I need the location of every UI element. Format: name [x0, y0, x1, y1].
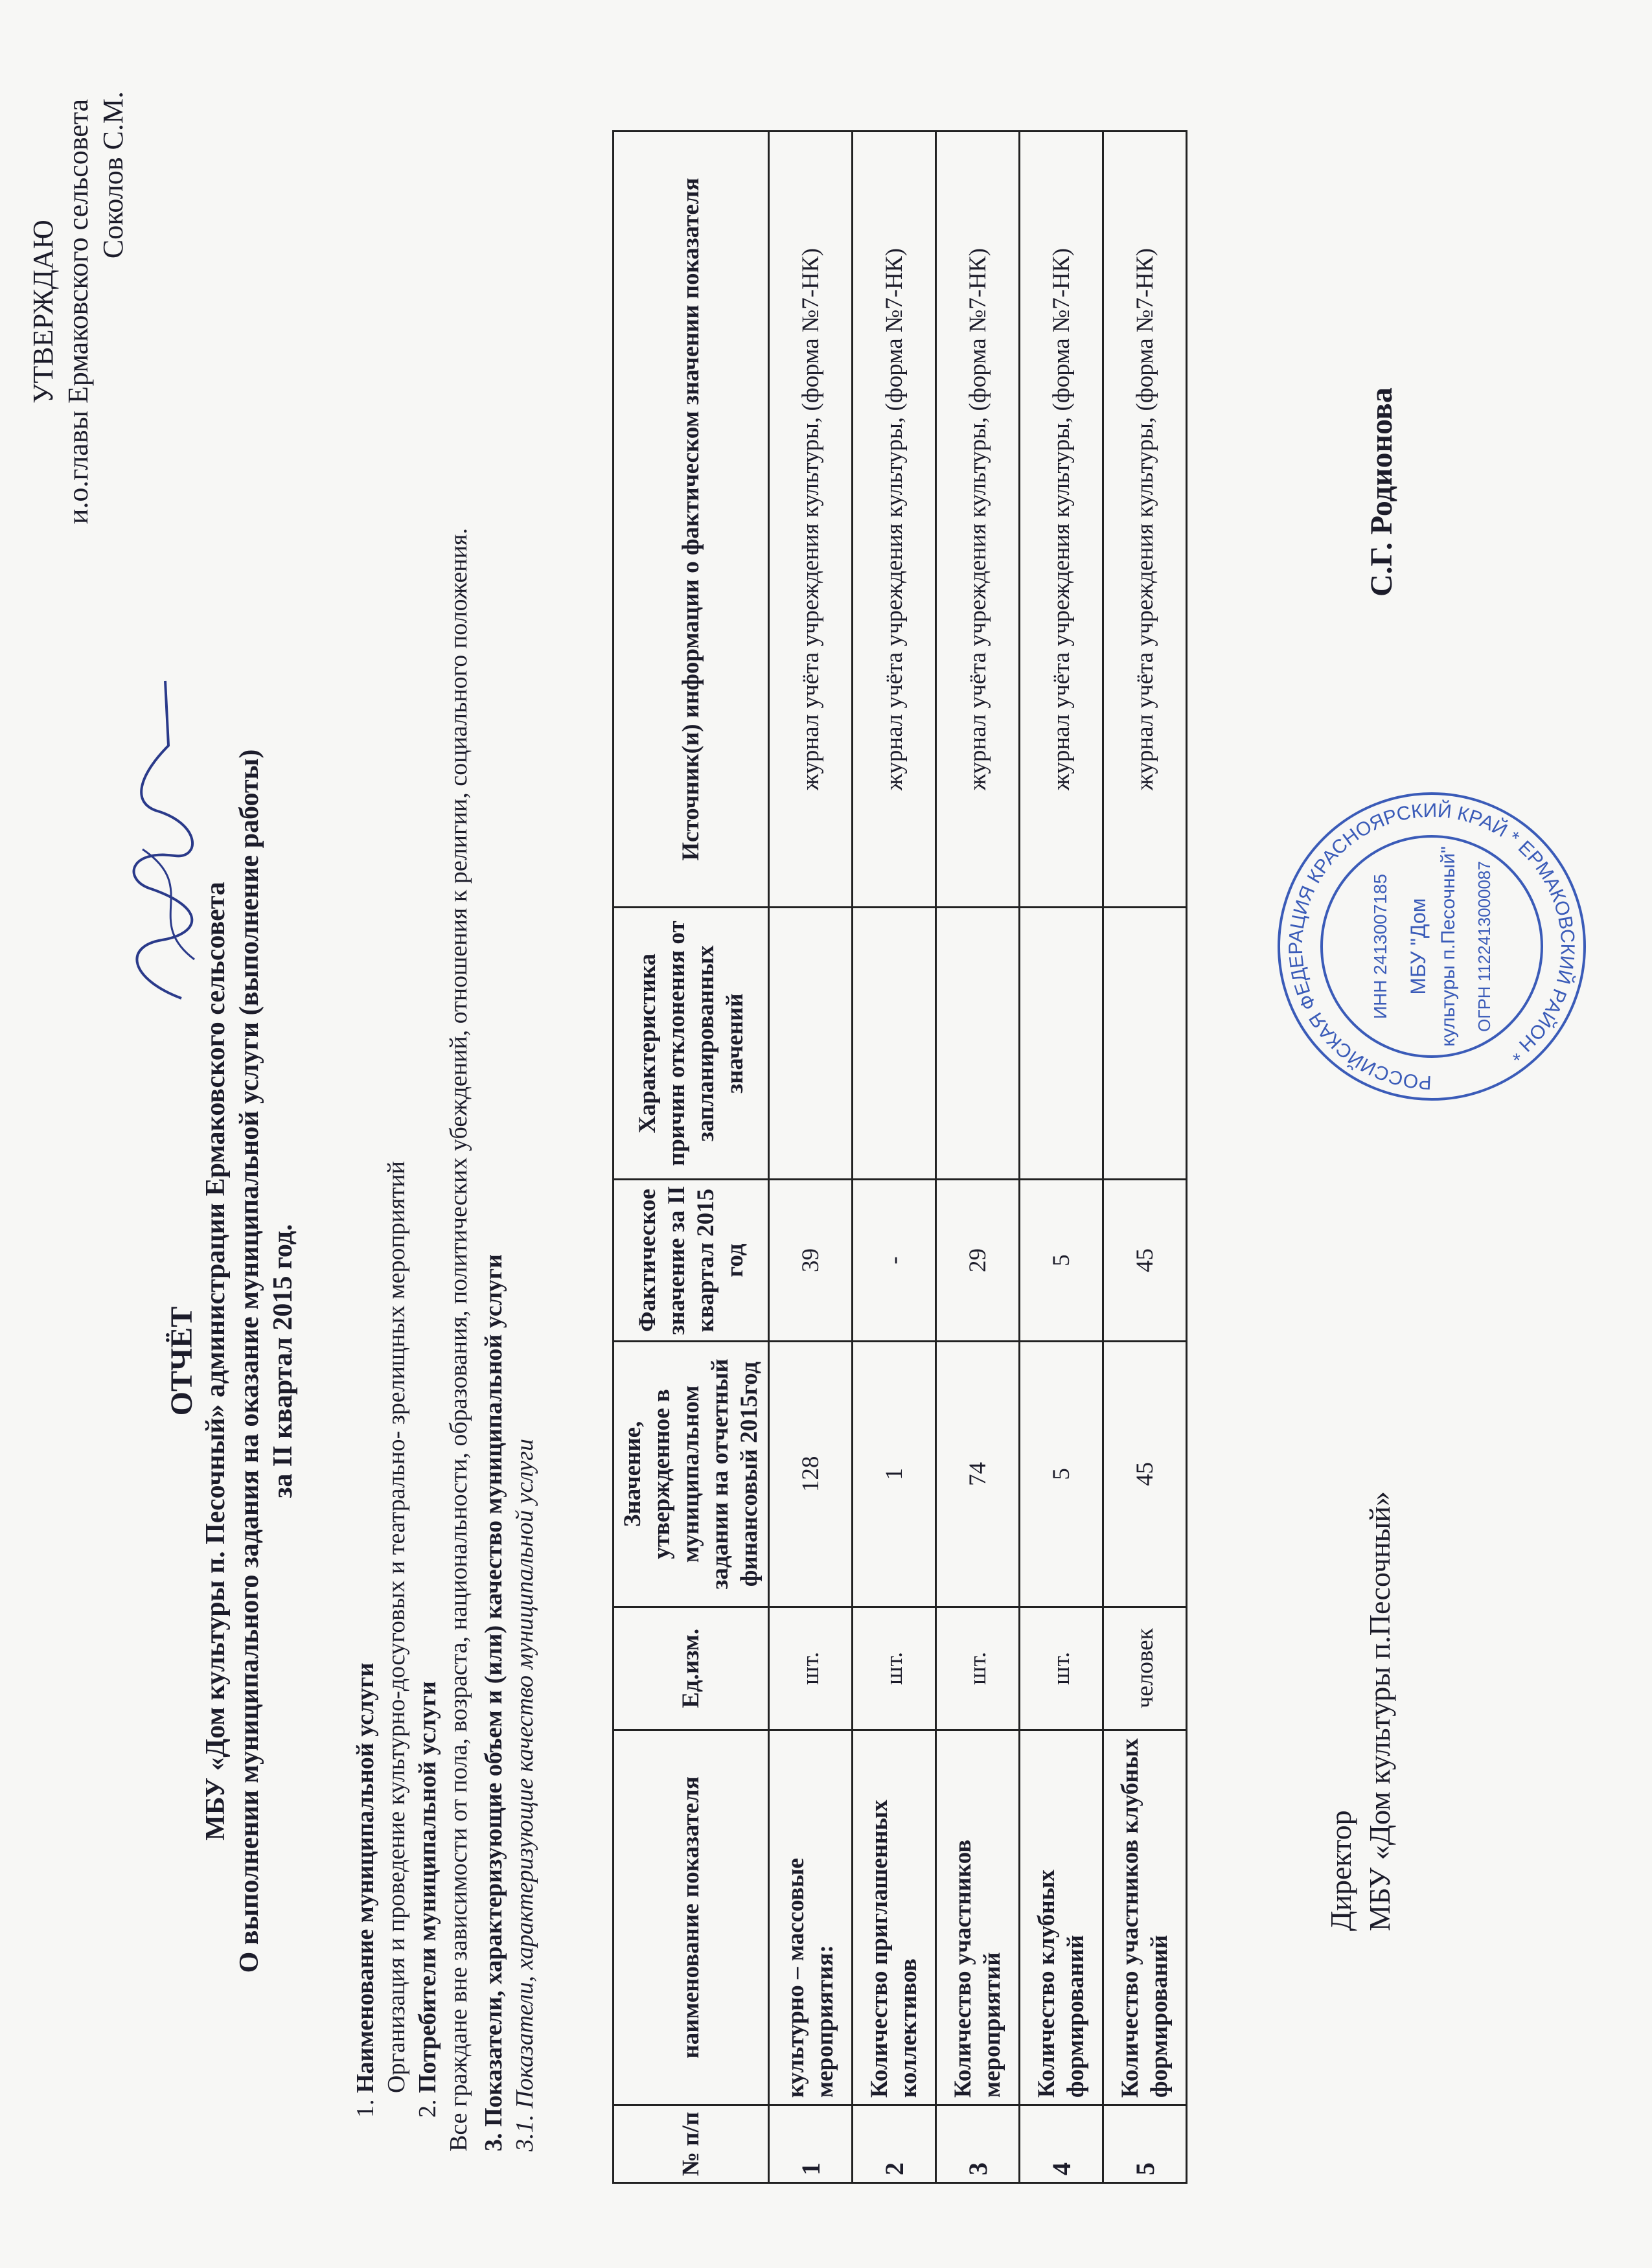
row-actual-value: - — [853, 1180, 936, 1342]
row-unit: шт. — [1020, 1607, 1103, 1730]
approve-word: УТВЕРЖДАЮ — [27, 220, 59, 404]
report-subtitle-line3: за II квартал 2015 год. — [268, 1224, 298, 1498]
row-planned-value: 128 — [769, 1342, 853, 1607]
report-header — [165, 681, 300, 2041]
report-title: ОТЧЁТ — [165, 1306, 199, 1416]
director-name: С.Г. Родионова — [1364, 387, 1399, 597]
row-unit: шт. — [769, 1607, 853, 1730]
row-num: 4 — [1020, 2105, 1103, 2183]
header-actual-value: Фактическое значение за II квартал 2015 год — [614, 1180, 769, 1342]
row-deviation-reason — [769, 908, 853, 1180]
row-info-source: журнал учёта учреждения культуры, (форма №7-НК) — [936, 132, 1020, 908]
approver-position: и.о.главы Ермаковского сельсовета — [62, 98, 94, 525]
row-deviation-reason — [1020, 908, 1103, 1180]
row-actual-value: 5 — [1020, 1180, 1103, 1342]
row-num: 5 — [1103, 2105, 1187, 2183]
row-unit: шт. — [853, 1607, 936, 1730]
row-num: 2 — [853, 2105, 936, 2183]
header-info-source: Источник(и) информации о фактическом значении показателя — [614, 132, 769, 908]
table-row — [769, 132, 853, 2183]
stamp-inn: ИНН 2413007185 — [1370, 873, 1390, 1020]
row-planned-value: 45 — [1103, 1342, 1187, 1607]
consumers-title: Потребители муниципальной услуги — [414, 1681, 441, 2093]
table-row — [1103, 132, 1187, 2183]
indicators-table — [612, 130, 1187, 2184]
director-block — [1322, 506, 1399, 1931]
stamp-outer-text: РОССИЙСКАЯ ФЕДЕРАЦИЯ КРАСНОЯРСКИЙ КРАЙ * ЕРМАКОВСКИЙ РАЙОН * — [1285, 799, 1579, 1094]
official-stamp — [1270, 785, 1594, 1108]
row-planned-value: 5 — [1020, 1342, 1103, 1607]
row-deviation-reason — [936, 908, 1020, 1180]
row-info-source: журнал учёта учреждения культуры, (форма №7-НК) — [1103, 132, 1187, 908]
row-info-source: журнал учёта учреждения культуры, (форма №7-НК) — [1020, 132, 1103, 908]
row-num: 3 — [936, 2105, 1020, 2183]
row-deviation-reason — [853, 908, 936, 1180]
header-unit: Ед.изм. — [614, 1607, 769, 1730]
stamp-line1: МБУ "Дом — [1406, 898, 1430, 995]
stamp-line2: культуры п.Песочный" — [1438, 846, 1459, 1047]
row-planned-value: 74 — [936, 1342, 1020, 1607]
consumers-text: Все граждане вне зависимости от пола, возраста, национальности, образования, политических убеждений, отношения к религии, социального положения. — [445, 528, 472, 2151]
header-num: № п/п — [614, 2105, 769, 2183]
section31-title: 3.1. Показатели, характеризующие качество муниципальной услуги — [511, 1438, 538, 2151]
row-unit: человек — [1103, 1607, 1187, 1730]
table-header-row — [614, 132, 769, 2183]
row-info-source: журнал учёта учреждения культуры, (форма №7-НК) — [769, 132, 853, 908]
director-organization: МБУ «Дом культуры п.Песочный» — [1363, 1491, 1396, 1931]
approval-block — [26, 65, 131, 558]
approver-name: Соколов С.М. — [97, 91, 129, 259]
row-deviation-reason — [1103, 908, 1187, 1180]
service-name-title: Наименование муниципальной услуги — [352, 1662, 379, 2093]
section3-title: 3. Показатели, характеризующие объем и (или) качество муниципальной услуги — [480, 1254, 507, 2151]
row-num: 1 — [769, 2105, 853, 2183]
stamp-ogrn: ОГРН 1122413000087 — [1474, 861, 1494, 1032]
row-planned-value: 1 — [853, 1342, 936, 1607]
header-planned-value: Значение, утвержденное в муниципальном задании на отчетный финансовый 2015год — [614, 1342, 769, 1607]
row-indicator-name: Количество участников мероприятий — [936, 1730, 1020, 2105]
header-deviation-reason: Характеристика причин отклонения от запланированных значений — [614, 908, 769, 1180]
report-subtitle-line2: О выполнении муниципального задания на оказание муниципальной услуги (выполнение работы) — [235, 749, 264, 1973]
row-indicator-name: Количество приглашенных коллективов — [853, 1730, 936, 2105]
table-row — [853, 132, 936, 2183]
table-row — [1020, 132, 1103, 2183]
row-actual-value: 39 — [769, 1180, 853, 1342]
director-position: Директор — [1324, 1810, 1357, 1931]
table-row — [936, 132, 1020, 2183]
row-unit: шт. — [936, 1607, 1020, 1730]
header-indicator-name: наименование показателя — [614, 1730, 769, 2105]
report-sections — [350, 111, 540, 2151]
row-indicator-name: Количество участников клубных формирований — [1103, 1730, 1187, 2105]
row-indicator-name: Количество клубных формирований — [1020, 1730, 1103, 2105]
row-actual-value: 45 — [1103, 1180, 1187, 1342]
row-actual-value: 29 — [936, 1180, 1020, 1342]
row-info-source: журнал учёта учреждения культуры, (форма №7-НК) — [853, 132, 936, 908]
svg-text:РОССИЙСКАЯ ФЕДЕРАЦИЯ КРАСНОЯРС — [1285, 799, 1578, 1093]
row-indicator-name: культурно – массовые мероприятия: — [769, 1730, 853, 2105]
report-subtitle-line1: МБУ «Дом культуры п. Песочный» администрации Ермаковского сельсовета — [201, 882, 231, 1840]
service-name-text: Организация и проведение культурно-досуговых и театрально- зрелищных мероприятий — [383, 1161, 410, 2093]
